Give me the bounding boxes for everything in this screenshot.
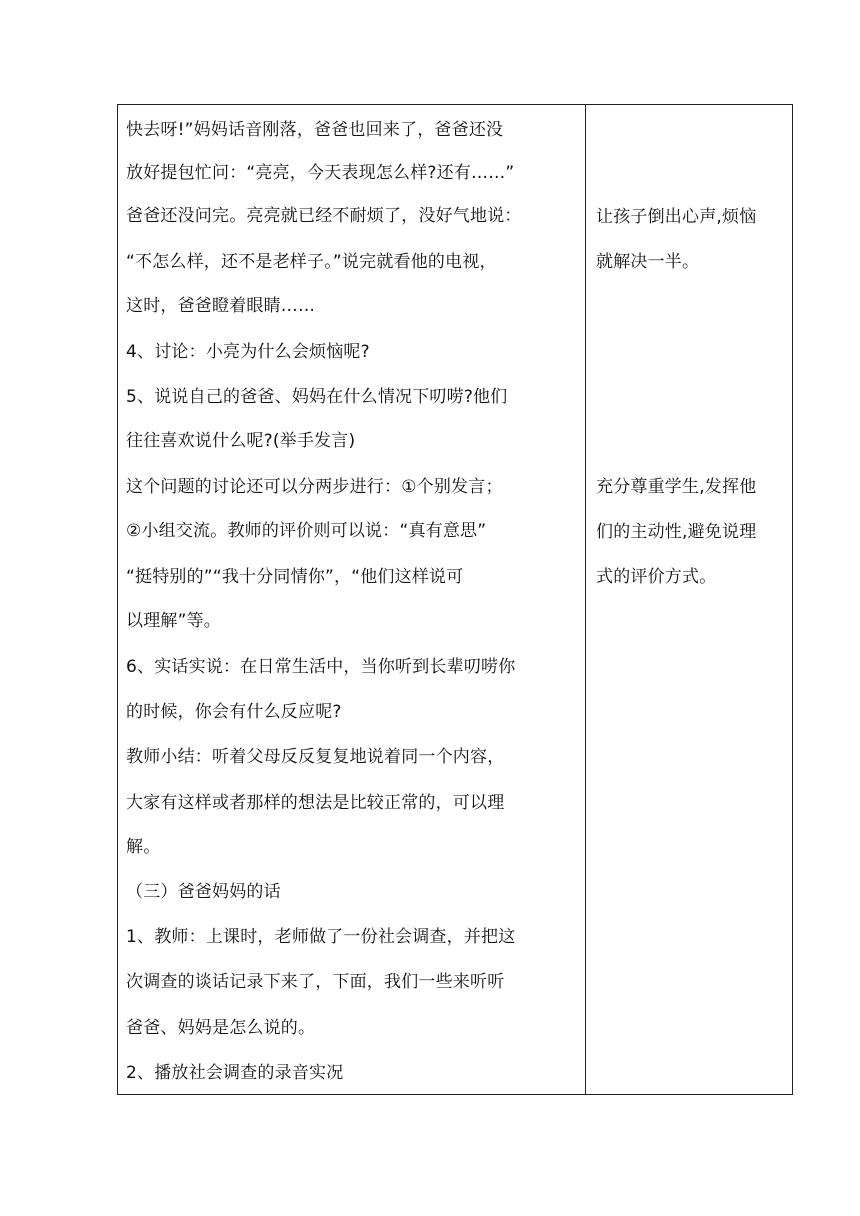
- main-text-line: 往往喜欢说什么呢?(举手发言): [126, 431, 356, 451]
- main-text-line: 这时，爸爸瞪着眼睛……: [126, 296, 316, 316]
- side-note-line: 式的评价方式。: [596, 567, 717, 587]
- main-text-line: 2、播放社会调查的录音实况: [126, 1063, 344, 1083]
- main-text-line: 的时候，你会有什么反应呢?: [126, 702, 342, 722]
- main-text-line: 6、实话实说：在日常生活中，当你听到长辈叨唠你: [126, 657, 516, 677]
- main-text-line: “不怎么样，还不是老样子。”说完就看他的电视，: [126, 252, 497, 272]
- main-text-line: 次调查的谈话记录下来了，下面，我们一些来听听: [126, 972, 505, 992]
- main-text-line: “挺特别的”“我十分同情你”，“他们这样说可: [126, 567, 464, 587]
- side-note-line: 让孩子倒出心声,烦恼: [596, 207, 757, 227]
- main-text-line: 放好提包忙问：“亮亮，今天表现怎么样?还有……”: [126, 163, 515, 183]
- main-text-line: ②小组交流。教师的评价则可以说：“真有意思”: [126, 521, 487, 541]
- column-divider: [585, 104, 586, 1095]
- side-note-line: 充分尊重学生,发挥他: [596, 477, 757, 497]
- main-text-line: 1、教师：上课时，老师做了一份社会调查，并把这: [126, 927, 516, 947]
- main-text-line: 5、说说自己的爸爸、妈妈在什么情况下叨唠?他们: [126, 387, 508, 407]
- main-text-line: 以理解”等。: [126, 611, 222, 631]
- section-heading: （三）爸爸妈妈的话: [126, 882, 281, 902]
- main-text-line: 爸爸还没问完。亮亮就已经不耐烦了，没好气地说：: [126, 206, 522, 226]
- main-text-line: 教师小结：听着父母反反复复地说着同一个内容，: [126, 747, 505, 767]
- main-text-line: 快去呀!”妈妈话音刚落，爸爸也回来了，爸爸还没: [126, 120, 504, 140]
- side-note-line: 们的主动性,避免说理: [596, 522, 757, 542]
- main-text-line: 这个问题的讨论还可以分两步进行：①个别发言；: [126, 477, 503, 497]
- main-text-line: 4、讨论：小亮为什么会烦恼呢?: [126, 342, 370, 362]
- main-text-line: 爸爸、妈妈是怎么说的。: [126, 1018, 316, 1038]
- main-text-line: 解。: [126, 837, 161, 857]
- side-note-line: 就解决一半。: [596, 252, 700, 272]
- main-text-line: 大家有这样或者那样的想法是比较正常的，可以理: [126, 793, 505, 813]
